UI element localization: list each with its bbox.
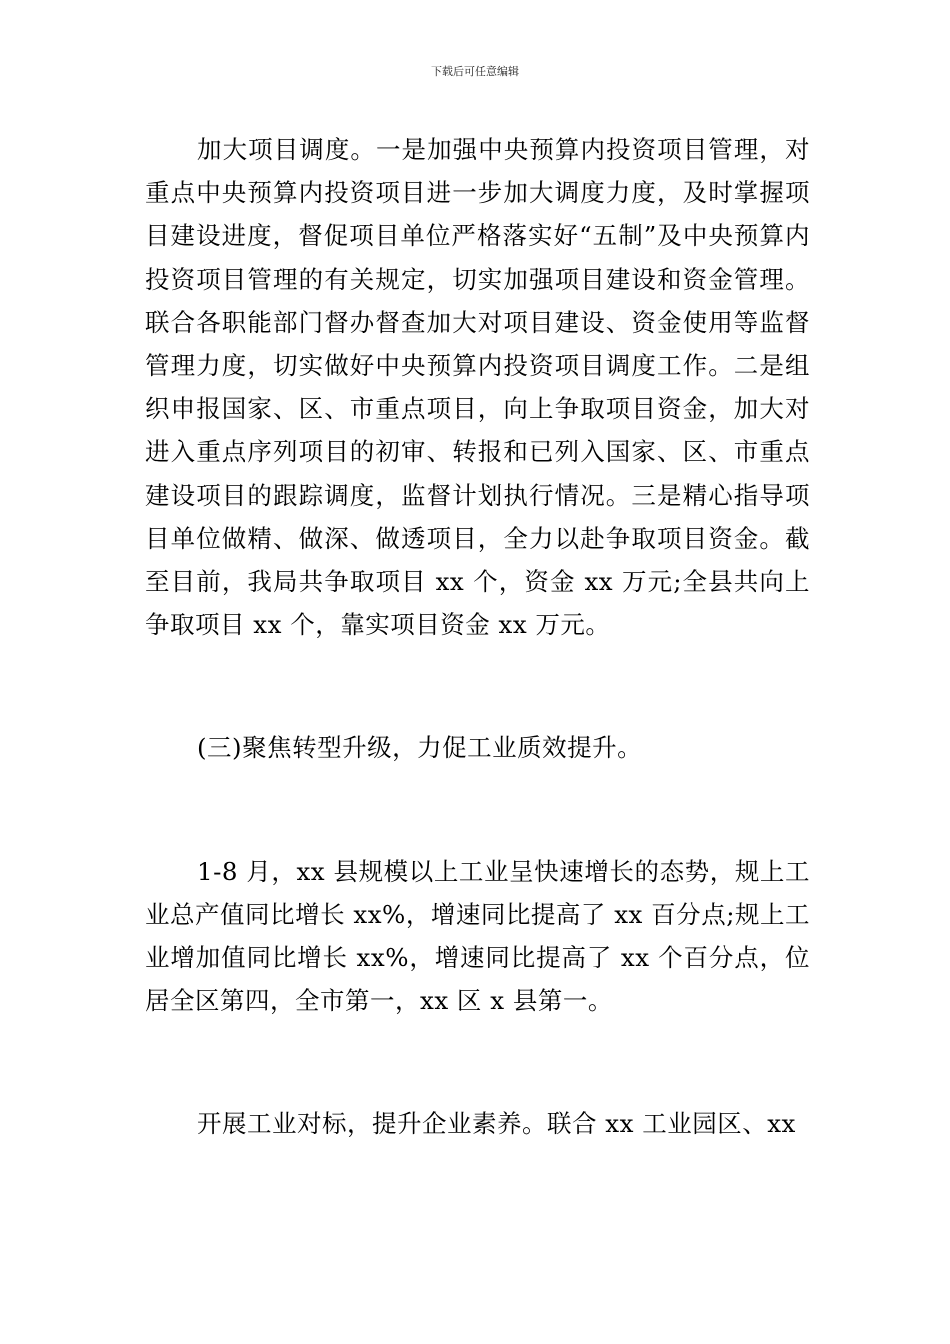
page-header: 下载后可任意编辑	[431, 65, 519, 78]
document-body	[145, 128, 810, 1146]
paragraph-industrial-benchmarking: 开展工业对标，提升企业素养。联合 xx 工业园区、xx	[197, 1109, 796, 1139]
paragraph-industrial-growth: 1-8 月，xx 县规模以上工业呈快速增长的态势，规上工业总产值同比增长 xx%，增速同比提高了 xx 百分点;规上工业增加值同比增长 xx%，增速同比提高了 xx 个百分点，位居全区第四，全市第一，xx 区 x 县第一。	[145, 856, 810, 1016]
paragraph-project-scheduling: 加大项目调度。一是加强中央预算内投资项目管理，对重点中央预算内投资项目进一步加大调度力度，及时掌握项目建设进度，督促项目单位严格落实好“五制”及中央预算内投资项目管理的有关规定，切实加强项目建设和资金管理。联合各职能部门督办督查加大对项目建设、资金使用等监督管理力度，切实做好中央预算内投资项目调度工作。二是组织申报国家、区、市重点项目，向上争取项目资金，加大对进入重点序列项目的初审、转报和已列入国家、区、市重点建设项目的跟踪调度，监督计划执行情况。三是精心指导项目单位做精、做深、做透项目，全力以赴争取项目资金。截至目前，我局共争取项目 xx 个，资金 xx 万元;全县共向上争取项目 xx 个，靠实项目资金 xx 万元。	[145, 135, 810, 640]
section-heading-transformation: (三)聚焦转型升级，力促工业质效提升。	[197, 733, 643, 763]
